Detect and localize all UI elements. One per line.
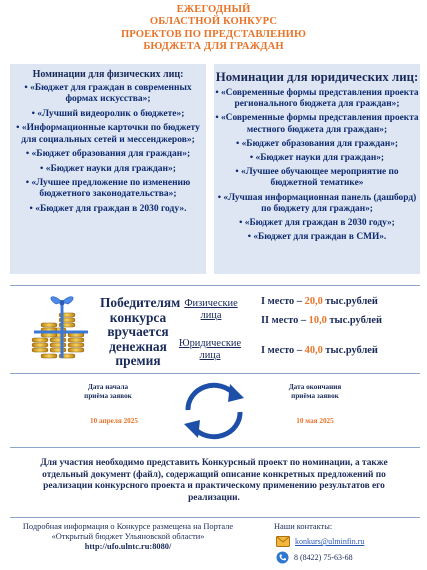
prize-headline: Победителям конкурса вручается денежная премия — [100, 295, 181, 368]
individuals-panel — [10, 64, 206, 274]
legal-item: • «Современные формы представления проекта регионального бюджета для граждан»; — [215, 88, 419, 110]
title-line-3: ПРОЕКТОВ ПО ПРЕДСТАВЛЕНИЮ — [120, 28, 307, 40]
legal-item: • «Бюджет для граждан в СМИ». — [247, 232, 387, 243]
start-date: 10 апреля 2025 — [90, 417, 138, 425]
individuals-item: • «Бюджет для граждан в современных формах искусства»; — [24, 83, 192, 105]
envelope-icon — [276, 536, 290, 547]
prize-amount: 10,0 — [308, 315, 327, 326]
phone-contact — [276, 551, 353, 564]
legal-list — [214, 88, 420, 243]
divider — [10, 373, 420, 374]
end-date: 10 мая 2025 — [296, 417, 334, 425]
legal-category-label: Юридические лица — [178, 338, 242, 361]
coins-stack-icon — [28, 292, 98, 364]
poster-title — [0, 4, 427, 53]
legal-item: • «Современные формы представления проекта местного бюджета для граждан»; — [215, 113, 419, 135]
individuals-heading: Номинации для физических лиц: — [32, 69, 184, 80]
legal-heading: Номинации для юридических лиц: — [215, 70, 419, 84]
legal-item: • «Бюджет науки для граждан»; — [249, 153, 385, 164]
prize-amount: 40,0 — [304, 345, 323, 356]
divider — [10, 447, 420, 448]
individuals-item: • «Лучшее предложение по изменению бюджетного законодательства»; — [25, 178, 191, 200]
legal-item: • «Бюджет для граждан в 2030 году»; — [239, 218, 395, 229]
legal-panel — [214, 64, 420, 274]
legal-first-prize: I место – 40,0 тыс.рублей — [261, 345, 378, 356]
contacts-label: Наши контакты: — [274, 522, 333, 531]
legal-item: • «Бюджет образования для граждан»; — [235, 138, 399, 149]
individuals-item: • «Лучший видеоролик о бюджете»; — [31, 108, 185, 119]
individuals-category-label: Физические лица — [184, 298, 238, 321]
title-line-4: БЮДЖЕТА ДЛЯ ГРАЖДАН — [143, 40, 284, 52]
portal-url[interactable]: http://ufo.ulntc.ru:8080/ — [84, 542, 172, 552]
title-line-1: ЕЖЕГОДНЫЙ — [176, 4, 251, 15]
individuals-item: • «Бюджет для граждан в 2030 году». — [29, 203, 187, 214]
end-date-label: Дата окончания приёма заявок — [288, 383, 342, 400]
individuals-item: • «Бюджет науки для граждан»; — [40, 163, 176, 174]
portal-info — [10, 522, 246, 553]
legal-item: • «Лучшее обучающее мероприятие по бюджетной тематике» — [235, 167, 399, 189]
portal-info-text: Подробная информация о Конкурсе размещена на Портале «Открытый бюджет Ульяновской области» — [22, 522, 234, 542]
participation-instructions: Для участия необходимо представить Конкурсный проект по номинации, а также отдельный документ (файл), содержащий описание конкретных предложений по реализации конкурсного проекта и практическому применению результатов его реализации. — [40, 458, 388, 503]
individuals-item: • «Информационные карточки по бюджету для социальных сетей и мессенджеров»; — [16, 123, 200, 145]
title-line-2: ОБЛАСТНОЙ КОНКУРС — [149, 16, 278, 28]
start-date-label: Дата начала приёма заявок — [84, 383, 132, 400]
individuals-list — [10, 83, 206, 215]
individuals-item: • «Бюджет образования для граждан»; — [25, 149, 191, 160]
legal-item: • «Лучшая информационная панель (дашборд) по бюджету для граждан»; — [217, 192, 417, 214]
phone-number: 8 (8422) 75-63-68 — [294, 553, 353, 562]
divider — [10, 285, 420, 286]
email-link[interactable]: konkurs@ulminfin.ru — [295, 537, 365, 546]
cycle-arrows-icon — [178, 380, 250, 442]
email-contact — [276, 536, 364, 547]
individuals-first-prize: I место – 20,0 тыс.рублей — [261, 296, 378, 307]
prize-amount: 20,0 — [304, 296, 323, 307]
divider — [10, 517, 420, 518]
individuals-second-prize: II место – 10,0 тыс.рублей — [261, 315, 382, 326]
phone-icon — [276, 551, 289, 564]
